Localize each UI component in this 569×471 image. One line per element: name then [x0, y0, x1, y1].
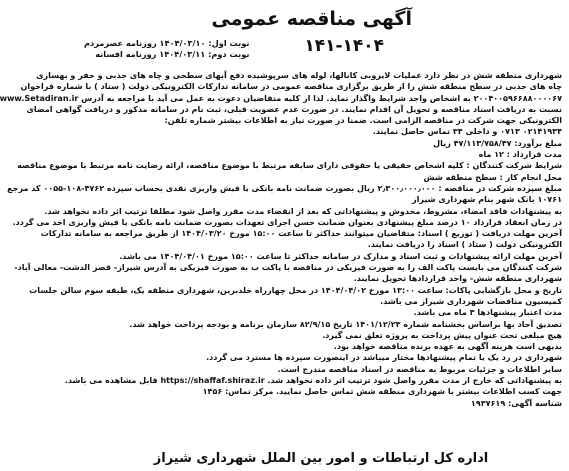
body-line: الکترونیکی جهت شرکت در مناقصه الزامی است. ضمنا در صورت نیاز به اطلاعات بیشتر شماره تلفن: — [164, 116, 562, 126]
body-line: تاریخ و محل بازگشایی پاکات: ساعت ۱۳:۰۰ مورخ ۱۴۰۴/۰۴/۰۲ در محل چهارراه خلدبرین، شهرداری منطقه یک، طبقه سوم سالن جلسات — [29, 285, 562, 295]
body-line: مبلغ سپرده شرکت در مناقصه : ۲٫۳۰۰٫۰۰۰٫۰۰۰ ریال بصورت ضمانت نامه بانکی یا فیش واریزی نقدی بحساب سپرده ۴۷۶۲-۱۰۸-۰۰۵۵ کد مرجع — [7, 183, 562, 193]
body-line: چاه های جذبی در سطح منطقه شش را از طریق برگزاری مناقصه عمومی در سامانه تدارکات الکترونیکی دولت ( ستاد ) با شماره فراخوان — [20, 82, 562, 92]
body-line: شناسه آگهی: ۱۹۳۷۶۱۹ — [470, 398, 562, 408]
body-line: الکترونیکی دولت ( ستاد ) اسناد را دریافت نمایند. — [367, 240, 562, 250]
body-line: شرایط شرکت کنندگان : کلیه اشخاص حقیقی یا حقوقی دارای سابقه مرتبط با موضوع مناقصه، ارائه رضایت نامه مرتبط با موضوع مناقصه — [17, 161, 562, 171]
body-line: جهت کسب اطلاعات بیشتر با شهرداری منطقه شش تماس حاصل نمایید. مرکز تماس: ۱۴۵۶ — [202, 387, 562, 397]
body-line: آخرین مهلت دریافت ( توزیع ) اسناد: متقاضیان میتوانند حداکثر تا ساعت ۱۵:۰۰ مورخ ۱۴۰۴/۰۳/۲۰ از طریق مراجعه به سامانه تدارکات — [40, 229, 562, 239]
ad-footer: اداره کل ارتباطات و امور بین الملل شهرداری شیراز — [153, 451, 489, 466]
body-line: مدت اعتبار پیشنهادها ۳ ماه می باشد. — [413, 308, 562, 318]
notice-line-1: نوبت اول: ۱۴۰۴/۰۳/۱۰ روزنامه عصرمردم — [84, 38, 250, 48]
body-line: شهرداری در رد یک یا تمام پیشنهادها مختار میباشد در اینصورت سپرده ها مسترد می گردد. — [206, 353, 562, 363]
body-line: بدیهی است هزینه آگهی به عهده برنده مناقصه خواهد بود. — [333, 342, 562, 352]
body-line: تصدیق آحاد بها براساس بخشنامه شماره ۱۴۰۱/۱۲/۲۳ تاریخ ۸۲/۹/۱۵ سازمان برنامه و بودجه پرداخت خواهد شد. — [129, 319, 562, 329]
body-line: کمیسیون مناقصات شهرداری شیراز می باشد. — [380, 296, 562, 306]
body-line: سایر اطلاعات و جزئیات مربوط به مناقصه در اسناد مناقصه مندرج است. — [277, 364, 562, 374]
body-line: نسبت به دریافت اسناد مناقصه و تحویل آن اقدام نمایند. در صورت عدم عضویت قبلی، ثبت نام در سامانه مذکور و دریافت گواهی امضای — [26, 104, 562, 114]
body-line: شرکت کنندگان می بایست پاکت الف را به صورت فیزیکی در مناقصه با پاکت ب به صورت فیزیکی به آدرس شیراز- قصر الدشت- معالی آباد- — [14, 263, 562, 273]
body-line: هیچ مبلغی تحت عنوان پیش پرداخت به پروژه تعلق نمی گیرد. — [322, 330, 562, 340]
body-line: ۲۰۰۴۰۰۵۹۶۶۸۸۰۰۰۰۶۷ به اشخاص واجد شرایط واگذار نماید. لذا از کلیه متقاضیان دعوت به عمل می آید با مراجعه به آدرس www.Setadiran.ir — [0, 93, 562, 103]
body-line: ۰۲۱۴۱۹۳۴ ۰۷۱۳ و داخلی ۳۴ تماس حاصل نمایند. — [372, 127, 562, 137]
body-line: شهرداری منطقه شش- واحد قراردادها تحویل نمایند. — [353, 274, 562, 284]
publication-notice — [84, 38, 249, 60]
ad-title: آگهی مناقصه عمومی — [211, 8, 412, 30]
ad-number: ۱۴۱-۱۴۰۴ — [304, 36, 384, 56]
notice-line-2: نوبت دوم: ۱۴۰۴/۰۳/۱۱ روزنامه افسانه — [95, 49, 250, 59]
ad-header — [80, 6, 562, 70]
body-line: مبلغ برآورد: ۴۷/۱۱۳/۷۵۸/۴۷ ریال — [433, 138, 562, 148]
body-line: در زمان انعقاد قرارداد ۱۰ درصد مبلغ پیشنهادی بعنوان ضمانت حسن اجرای تعهدات بصورت ضمانت نامه بانکی یا فیش واریزی اخذ می گردد. — [12, 217, 562, 227]
body-line: محل انجام کار : سطح منطقه شش — [423, 172, 562, 182]
body-line: به پیشنهادات فاقد امضاء، مشروط، مخدوش و پیشنهاداتی که بعد از انقضاء مدت مقرر واصل شود مطلقا ترتیب اثر داده نخواهد شد. — [44, 206, 562, 216]
ad-body — [0, 70, 562, 409]
body-line: به پیشنهاداتی که خارج از مدت مقرر واصل شود ترتیب اثر داده نخواهد شد. https://shaffaf.shiraz.ir قابل مشاهده می باشد. — [64, 376, 562, 386]
body-line: آخرین مهلت ارائه پیشنهادات و ثبت اسناد و مدارک در سامانه حداکثر تا ساعت ۱۵:۰۰ مورخ ۱۴۰۴/۰۴/۰۱ می باشد. — [119, 251, 562, 261]
body-line: مدت قرارداد : ۱۲ ماه — [478, 150, 562, 160]
body-line: ۱۰۷۶۱ بانک شهر بنام شهرداری شیراز — [411, 195, 562, 205]
body-line: شهرداری منطقه شش در نظر دارد عملیات لایروبی کانالها، لوله های سرپوشیده دفع آبهای سطحی و چاه های جذبی و حفر و بهسازی — [36, 71, 562, 80]
